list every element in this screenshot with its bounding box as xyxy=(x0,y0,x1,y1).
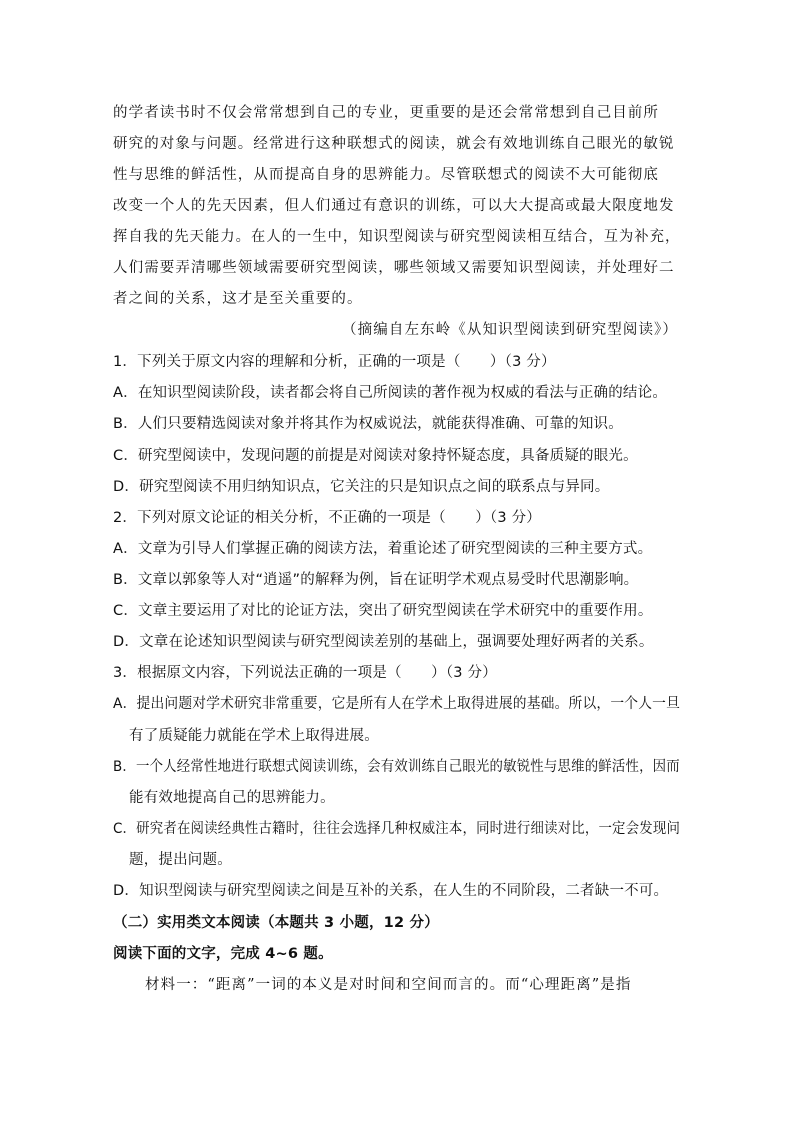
question-3-option-d: D．知识型阅读与研究型阅读之间是互补的关系，在人生的不同阶段，二者缺一不可。 xyxy=(113,883,669,899)
question-1-option-b: B．人们只要精选阅读对象并将其作为权威说法，就能获得准确、可靠的知识。 xyxy=(113,416,623,432)
passage-line: 研究的对象与问题。经常进行这种联想式的阅读，就会有效地训练自己眼光的敏锐 xyxy=(113,136,675,152)
passage-source: （摘编自左东岭《从知识型阅读到研究型阅读》） xyxy=(342,322,678,338)
question-3-option-c: C．研究者在阅读经典性古籍时，往往会选择几种权威注本，同时进行细读对比，一定会发现问 xyxy=(113,821,681,837)
question-3-option-a: A．提出问题对学术研究非常重要，它是所有人在学术上取得进展的基础。所以，一个人一旦 xyxy=(113,696,681,712)
question-1-option-d: D．研究型阅读不用归纳知识点，它关注的只是知识点之间的联系点与异同。 xyxy=(113,479,610,495)
question-2-option-d: D．文章在论述知识型阅读与研究型阅读差别的基础上，强调要处理好两者的关系。 xyxy=(113,634,654,650)
passage-line: 性与思维的鲜活性，从而提高自身的思辨能力。尽管联想式的阅读不大可能彻底 xyxy=(113,167,659,183)
material-1-line: 材料一：“距离”一词的本义是对时间和空间而言的。而“心理距离”是指 xyxy=(145,977,632,993)
question-1-stem: 1．下列关于原文内容的理解和分析，正确的一项是（ ）（3 分） xyxy=(113,354,556,370)
passage-line: 改变一个人的先天因素，但人们通过有意识的训练，可以大大提高或最大限度地发 xyxy=(113,198,675,214)
question-3-option-c-cont: 题，提出问题。 xyxy=(129,852,232,868)
section-2-heading: （二）实用类文本阅读（本题共 3 小题，12 分） xyxy=(113,915,439,931)
passage-line: 者之间的关系，这才是至关重要的。 xyxy=(113,291,363,307)
question-1-option-a: A．在知识型阅读阶段，读者都会将自己所阅读的著作视为权威的看法与正确的结论。 xyxy=(113,385,668,401)
passage-line: 的学者读书时不仅会常常想到自己的专业，更重要的是还会常常想到自己目前所 xyxy=(113,105,659,121)
question-1-option-c: C．研究型阅读中，发现问题的前提是对阅读对象持怀疑态度，具备质疑的眼光。 xyxy=(113,448,638,464)
question-2-option-a: A．文章为引导人们掌握正确的阅读方法，着重论述了研究型阅读的三种主要方式。 xyxy=(113,541,653,557)
question-2-option-b: B．文章以郭象等人对“逍遥”的解释为例，旨在证明学术观点易受时代思潮影响。 xyxy=(113,572,639,588)
question-3-stem: 3．根据原文内容，下列说法正确的一项是（ ）（3 分） xyxy=(113,665,497,681)
section-2-instruction: 阅读下面的文字，完成 4~6 题。 xyxy=(113,946,333,962)
question-3-option-b-cont: 能有效地提高自己的思辨能力。 xyxy=(129,790,335,806)
question-3-option-b: B．一个人经常性地进行联想式阅读训练，会有效训练自己眼光的敏锐性与思维的鲜活性，因而 xyxy=(113,759,680,775)
passage-line: 挥自我的先天能力。在人的一生中，知识型阅读与研究型阅读相互结合，互为补充， xyxy=(113,229,681,245)
passage-line: 人们需要弄清哪些领域需要研究型阅读，哪些领域又需要知识型阅读，并处理好二 xyxy=(113,260,675,276)
question-2-option-c: C．文章主要运用了对比的论证方法，突出了研究型阅读在学术研究中的重要作用。 xyxy=(113,603,653,619)
question-3-option-a-cont: 有了质疑能力就能在学术上取得进展。 xyxy=(129,728,379,744)
question-2-stem: 2．下列对原文论证的相关分析，不正确的一项是（ ）（3 分） xyxy=(113,510,542,526)
